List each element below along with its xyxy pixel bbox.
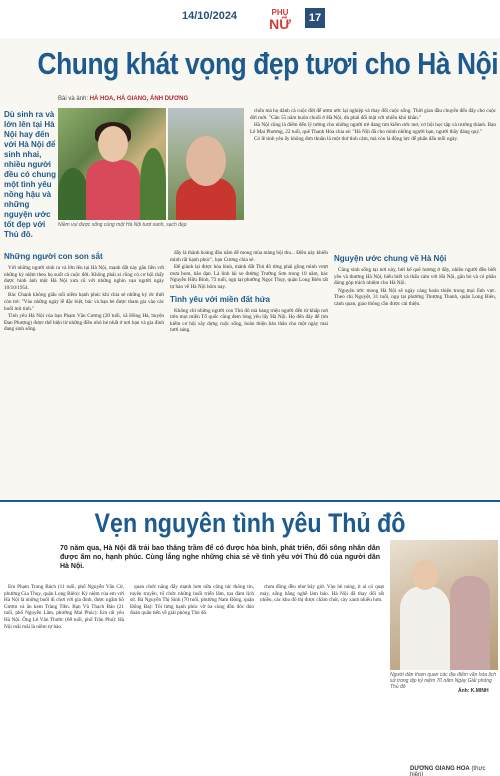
page-number: 17 xyxy=(305,8,325,28)
paragraph: Nguyện ước mong Hà Nội sẽ ngày càng hoàn thiện trong mọi lĩnh vực. Theo chị Nguyệt, 31 tuổi, ngụ tại phường Thượng Thanh, quận Long Biên, cảnh quan, giao thông cần được cải thiện. xyxy=(334,287,496,307)
paragraph: Không chỉ những người con Thủ đô mà hàng triệu người đến từ khắp nơi trên mọi miền Tổ quốc cũng đem lòng yêu lấy Hà Nội. Họ đến đây để tìm kiếm cơ hội xây dựng cuộc sống, hoàn thiện bản thân cho một ngày mai tươi sáng. xyxy=(170,307,328,334)
page-header xyxy=(0,0,500,38)
article-headline: Chung khát vọng đẹp tươi cho Hà Nội xyxy=(37,46,499,81)
paragraph: Có lẽ tình yêu ấy không đơn thuần là một thứ tình cảm, mà còn là động lực để phấn đấu mỗi ngày. xyxy=(254,136,458,143)
paragraph: Cũng sinh sống tại nơi này, bởi kế quê hương ở đây, nhiều người đều biết yêu và thương Hà Nội, hiểu biết và thấu cảm với Hà Nội, gắn bó và có phần đóng góp trách nhiệm cho Hà Nội. xyxy=(334,267,496,287)
paragraph: Để giành lại được hòa bình, mảnh đất Thủ đô từng phải gồng mình vượt mưa bom, bão đạn. Là lính lái xe đường Trường Sơn trong 10 năm, bác Nguyễn Hữu Bình, 73 tuổi, ngụ tại phường Ngọc Thụy, quận Long Biên rất tự hào về Hà Nội hôm nay. xyxy=(170,264,328,290)
article-photo-detail xyxy=(168,108,244,220)
feature-column-2 xyxy=(130,584,254,764)
signature-role: (thực hiện) xyxy=(410,766,486,776)
feature-lead: 70 năm qua, Hà Nội đã trải bao thăng trầm để có được hòa bình, phát triển, đổi sông nhân dân được ấm no, hạnh phúc. Cùng lắng nghe những chia sẻ về tình yêu với Thủ đô của người dân Hà Nội. xyxy=(60,545,380,570)
feature-photo-caption: Người dân tham quan các địa điểm văn hóa lịch sử trong dịp kỷ niệm 70 năm Ngày Giải phóng Thủ đô xyxy=(390,672,496,690)
feature-signature xyxy=(410,766,500,776)
paragraph: chốn mà họ dành cả cuộc đời để ươm ước lại nghiệp và thay đổi cuộc sống. Thời gian đầu chuyển đến đây cho cuộc đời mới. "Gần 55 năm buôn chuối ở Hà Nội, dù phải đối mặt với nhiều khó khăn." xyxy=(250,108,496,121)
paragraph: Tình yêu Hà Nội của bạn Phạm Văn Cương (20 tuổi, xã Hồng Hà, huyện Đan Phượng) được thể hiện từ những điều nhỏ bé nhất ở nơi bạn và gia đình đang sinh sống. xyxy=(4,313,164,333)
paragraph: Bác Chanh không giấu nổi niềm hạnh phúc khi chia sẻ những ký ức thời còn trẻ: "Vào những ngày lễ đặc biệt, bác và bạn bè được tham gia vào các buổi mít tinh." xyxy=(4,292,164,312)
paragraph: Với những người sinh ra và lớn lên tại Hà Nội, mạnh đất này gắn liền với những ký niệm theo họ suốt cả cuộc đời. Không phải ai cũng có cơ hội thấy được hình ảnh một Hà Nội xưa cũ với những nghìn vạn người ngày 10/10/1954. xyxy=(4,265,164,291)
issue-date: 14/10/2024 xyxy=(182,10,238,22)
article-column-1 xyxy=(4,248,164,498)
signature-name: DƯƠNG GIANG HOA xyxy=(410,766,470,772)
section-title-2: Tình yêu với miền đất hứa xyxy=(170,294,270,304)
byline-authors: HÀ HOA, HÀ GIANG, ÁNH DƯƠNG xyxy=(89,96,189,102)
article-column-2 xyxy=(170,250,328,498)
feature-column-1 xyxy=(4,584,124,764)
paragraph: Hà Nội cũng là điểm đến lý tưởng cho những người trẻ đang tìm kiếm ước mơ, cơ hội học tập và trưởng thành. Bạn Lê Mai Phương, 22 tuổi, quê Thanh Hóa chia sẻ: "Hà Nội đã cho mình những người bạn, người thầy đáng quý." xyxy=(250,122,496,135)
svg-text:PHỤ: PHỤ xyxy=(271,8,289,17)
article-column-3-top xyxy=(250,108,496,248)
feature-column-3 xyxy=(260,584,384,764)
article-photo-woman xyxy=(58,108,166,220)
section-title-1: Những người con son sắt xyxy=(4,252,103,261)
paragraph: Em Phạm Trung Bách (11 tuổi, phố Nguyễn Văn Cừ, phường Gia Thụy, quận Long Biên): Ký niệm của em với Hà Nội là những buổi đi chơi với gia đình, được ngắm hồ Gươm và ăn kem Tràng Tiền. Bạn Vũ Thạch Bảo (21 tuổi, phố Nguyễn Lâm, phường Mai Phúc): Em rất yêu Hà Nội. Ông Lê Văn Thước (68 tuổi, phố Trần Phú): Hà Nội mãi mãi là niềm tự hào. xyxy=(4,584,124,630)
feature-photo-visitors xyxy=(390,540,498,670)
byline xyxy=(58,96,188,102)
article-lead: Dù sinh ra và lớn lên tại Hà Nội hay đến với Hà Nội để sinh nhai, nhiều người đều có chung một tình yêu nồng hậu và những nguyện ước tốt đẹp với Thủ đô. xyxy=(4,110,56,239)
feature-title: Vẹn nguyên tình yêu Thủ đô xyxy=(94,508,406,538)
svg-text:NỮ: NỮ xyxy=(269,16,291,32)
magazine-logo xyxy=(260,3,300,33)
paragraph: chưa đồng đều như bây giờ. Vào hè nóng, ít ai có quạt máy, sống bằng nghề làm báo. Hà Nội đã thay đổi rất nhiều, các khu đô thị được chăm chút, cây xanh nhiều hơn. xyxy=(260,584,384,604)
article-column-3 xyxy=(334,250,496,498)
byline-label: Bài và ảnh: xyxy=(58,96,89,102)
photo-credit: Ảnh: K.MINH xyxy=(458,688,489,694)
section-title-3: Nguyện ước chung về Hà Nội xyxy=(334,254,447,263)
paragraph: đây là thành hoàng đầu năm để mong mùa màng bội thu... Điều này khiến mình rất hạnh phúc", bạn Cương chia sẻ. xyxy=(170,250,328,263)
photo-caption: Niềm vui được sống cùng một Hà Nội tươi xanh, sạch đẹp xyxy=(58,222,187,228)
paragraph: quan chức năng đẩy mạnh hơn nữa công tác thông tin, tuyên truyền, tổ chức những buổi triển lãm, tọa đàm lịch sử. Bà Nguyễn Thị Sinh (70 tuổi, phường Nam Đồng, quận Đống Đa): Tôi từng hạnh phúc vỡ òa cùng đồn đóc đón đoàn quân tiến về giải phóng Thủ đô. xyxy=(130,584,254,617)
